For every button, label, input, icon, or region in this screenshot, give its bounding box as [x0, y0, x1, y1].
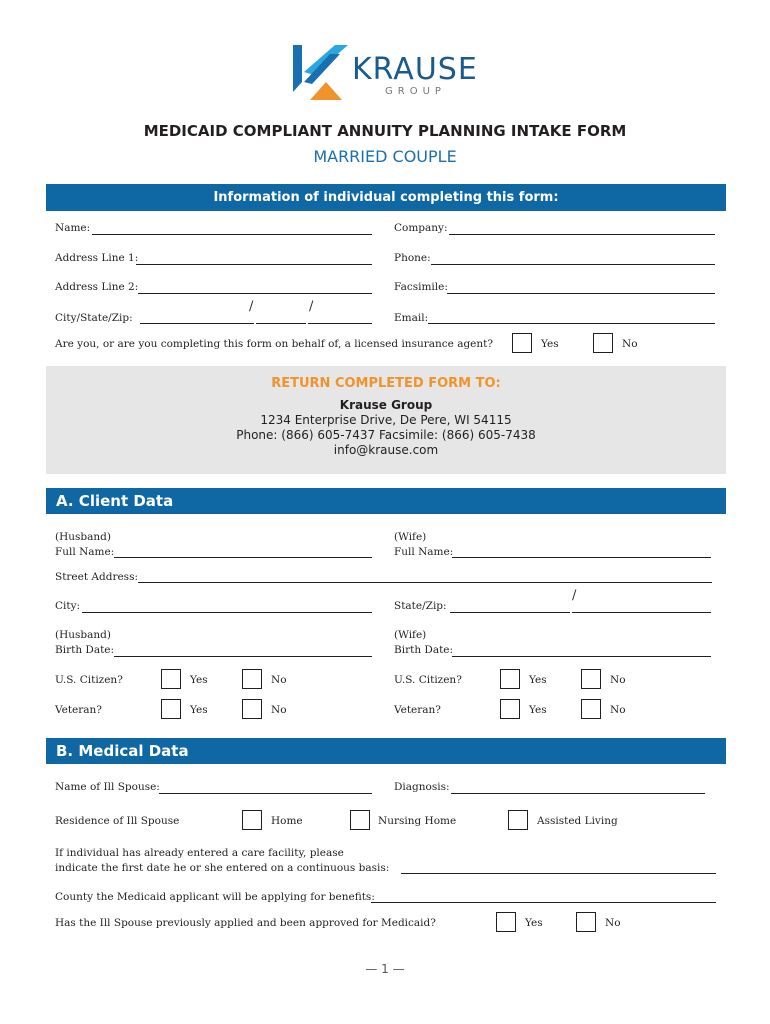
nursing-home-checkbox[interactable] [350, 810, 370, 830]
husband-citizen-yes-label: Yes [190, 674, 208, 686]
husband-birthdate-label: Birth Date: [55, 644, 115, 656]
state-field-a[interactable] [450, 612, 570, 613]
wife-veteran-no-label: No [610, 704, 626, 716]
facility-label-2: indicate the first date he or she entered on a continuous basis: [55, 862, 390, 874]
husband-citizen-label: U.S. Citizen? [55, 674, 123, 686]
husband-veteran-yes-checkbox[interactable] [161, 699, 181, 719]
husband-citizen-yes-checkbox[interactable] [161, 669, 181, 689]
diagnosis-field[interactable] [451, 793, 705, 794]
husband-label-2: (Husband) [55, 629, 111, 641]
wife-veteran-label: Veteran? [394, 704, 441, 716]
ill-spouse-label: Name of Ill Spouse: [55, 781, 160, 793]
wife-citizen-yes-label: Yes [529, 674, 547, 686]
street-field[interactable] [138, 582, 712, 583]
address1-label: Address Line 1: [55, 252, 139, 264]
husband-citizen-no-label: No [271, 674, 287, 686]
return-phones: Phone: (866) 605-7437 Facsimile: (866) 605-7438 [236, 428, 536, 442]
wife-fullname-label: Full Name: [394, 546, 454, 558]
return-email: info@krause.com [333, 443, 439, 457]
ill-spouse-field[interactable] [159, 793, 372, 794]
address2-field[interactable] [138, 293, 372, 294]
company-field[interactable] [449, 234, 715, 235]
wife-label-2: (Wife) [394, 629, 427, 641]
agent-no-label: No [622, 338, 638, 350]
return-address: 1234 Enterprise Drive, De Pere, WI 54115 [260, 413, 512, 427]
husband-veteran-no-checkbox[interactable] [242, 699, 262, 719]
husband-birthdate-field[interactable] [114, 656, 372, 657]
nursing-home-label: Nursing Home [378, 815, 457, 827]
approved-question: Has the Ill Spouse previously applied and been approved for Medicaid? [55, 917, 436, 929]
diagnosis-label: Diagnosis: [394, 781, 450, 793]
county-label: County the Medicaid applicant will be applying for benefits: [55, 891, 375, 903]
agent-yes-label: Yes [541, 338, 559, 350]
county-field[interactable] [371, 902, 716, 903]
city-field-a[interactable] [82, 612, 372, 613]
name-field[interactable] [92, 234, 372, 235]
wife-veteran-yes-label: Yes [529, 704, 547, 716]
wife-citizen-label: U.S. Citizen? [394, 674, 462, 686]
wife-birthdate-label: Birth Date: [394, 644, 454, 656]
husband-veteran-no-label: No [271, 704, 287, 716]
zip-field-a[interactable] [572, 612, 711, 613]
assisted-living-label: Assisted Living [537, 815, 618, 827]
agent-question: Are you, or are you completing this form on behalf of, a licensed insurance agent? [55, 338, 494, 350]
city-field[interactable] [140, 323, 254, 324]
slash-1: / [249, 299, 254, 314]
logo [290, 42, 490, 104]
approved-no-label: No [605, 917, 621, 929]
info-section-header: Information of individual completing this form: [46, 184, 726, 211]
assisted-living-checkbox[interactable] [508, 810, 528, 830]
wife-label: (Wife) [394, 531, 427, 543]
address2-label: Address Line 2: [55, 281, 139, 293]
facility-label-1: If individual has already entered a care facility, please [55, 847, 344, 859]
residence-label: Residence of Ill Spouse [55, 815, 180, 827]
form-subtitle: MARRIED COUPLE [313, 147, 457, 166]
section-a-header: A. Client Data [46, 488, 726, 514]
form-title: MEDICAID COMPLIANT ANNUITY PLANNING INTAKE FORM [143, 122, 627, 140]
wife-citizen-no-label: No [610, 674, 626, 686]
state-zip-label: State/Zip: [394, 600, 447, 612]
address1-field[interactable] [136, 264, 372, 265]
page-number: — 1 — [365, 962, 405, 976]
wife-citizen-no-checkbox[interactable] [581, 669, 601, 689]
husband-veteran-yes-label: Yes [190, 704, 208, 716]
email-field[interactable] [428, 323, 715, 324]
husband-citizen-no-checkbox[interactable] [242, 669, 262, 689]
agent-yes-checkbox[interactable] [512, 333, 532, 353]
husband-label: (Husband) [55, 531, 111, 543]
logo-mark-icon [290, 42, 352, 104]
approved-yes-checkbox[interactable] [496, 912, 516, 932]
wife-veteran-no-checkbox[interactable] [581, 699, 601, 719]
company-label: Company: [394, 222, 448, 234]
wife-veteran-yes-checkbox[interactable] [500, 699, 520, 719]
home-label: Home [271, 815, 303, 827]
wife-citizen-yes-checkbox[interactable] [500, 669, 520, 689]
slash-2: / [309, 299, 314, 314]
phone-label: Phone: [394, 252, 431, 264]
facsimile-field[interactable] [447, 293, 715, 294]
home-checkbox[interactable] [242, 810, 262, 830]
state-field[interactable] [256, 323, 306, 324]
husband-fullname-field[interactable] [114, 557, 372, 558]
logo-subtitle: GROUP [385, 86, 446, 97]
wife-fullname-field[interactable] [452, 557, 711, 558]
facility-date-field[interactable] [401, 873, 716, 874]
logo-name: KRAUSE [352, 52, 478, 87]
approved-no-checkbox[interactable] [576, 912, 596, 932]
return-box [46, 366, 726, 474]
return-company: Krause Group [339, 398, 433, 412]
email-label: Email: [394, 312, 429, 324]
street-label: Street Address: [55, 571, 138, 583]
agent-no-checkbox[interactable] [593, 333, 613, 353]
wife-birthdate-field[interactable] [452, 656, 711, 657]
name-label: Name: [55, 222, 91, 234]
city-label: City: [55, 600, 81, 612]
husband-fullname-label: Full Name: [55, 546, 115, 558]
return-heading: RETURN COMPLETED FORM TO: [271, 376, 501, 391]
zip-field[interactable] [308, 323, 372, 324]
slash-a: / [572, 588, 577, 603]
approved-yes-label: Yes [525, 917, 543, 929]
husband-veteran-label: Veteran? [55, 704, 102, 716]
facsimile-label: Facsimile: [394, 281, 448, 293]
city-state-zip-label: City/State/Zip: [55, 312, 133, 324]
section-b-header: B. Medical Data [46, 738, 726, 764]
phone-field[interactable] [431, 264, 715, 265]
